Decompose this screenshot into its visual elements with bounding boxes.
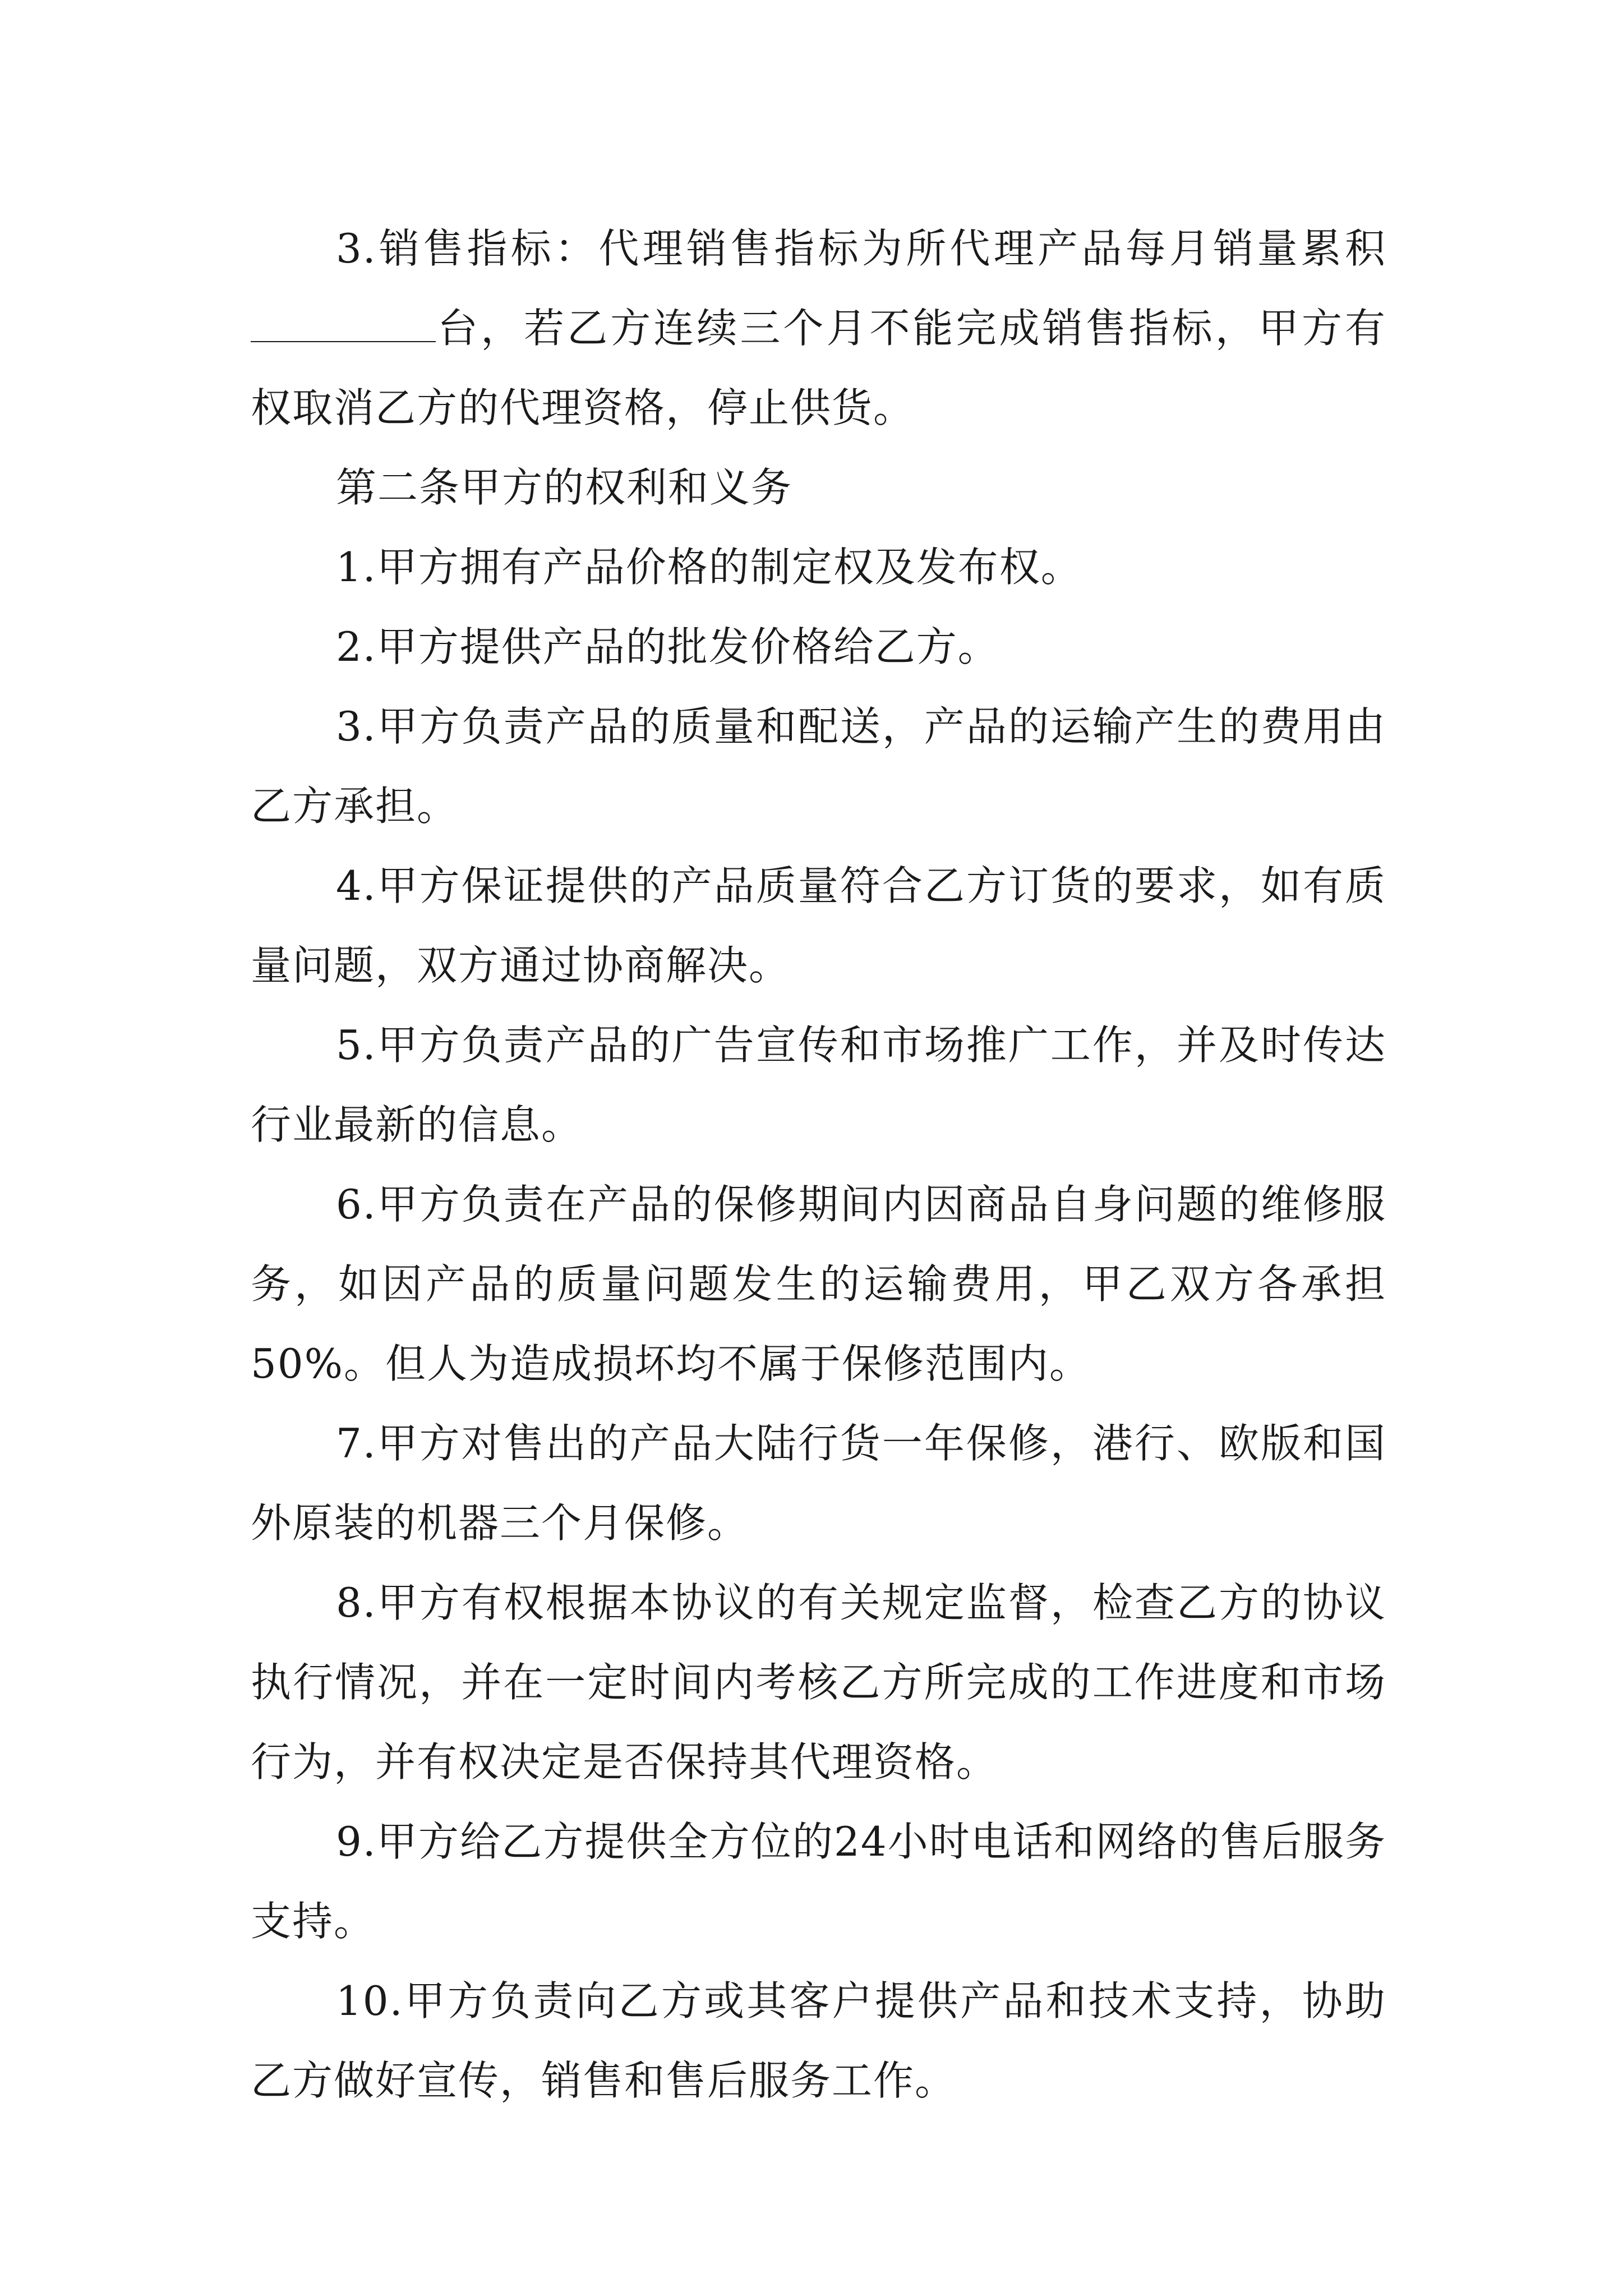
clause-item-1: 1.甲方拥有产品价格的制定权及发布权。 bbox=[336, 544, 1082, 591]
document-body bbox=[251, 209, 1386, 2120]
clause-item-2: 2.甲方提供产品的批发价格给乙方。 bbox=[336, 623, 999, 670]
fill-in-blank bbox=[251, 307, 436, 342]
clause-sales-target-text-start: 3.销售指标：代理销售指标为所代理产品每月销量累积 bbox=[336, 225, 1386, 272]
clause-sales-target bbox=[251, 209, 1386, 448]
clause-item-9: 9.甲方给乙方提供全方位的24小时电话和网络的售后服务支持。 bbox=[251, 1818, 1386, 1945]
clause-item-6: 6.甲方负责在产品的保修期间内因商品自身问题的维修服务，如因产品的质量问题发生的运输费用，甲乙双方各承担50%。但人为造成损坏均不属于保修范围内。 bbox=[251, 1181, 1386, 1387]
section-heading: 第二条甲方的权利和义务 bbox=[336, 464, 793, 511]
clause-item-4: 4.甲方保证提供的产品质量符合乙方订货的要求，如有质量问题，双方通过协商解决。 bbox=[251, 862, 1386, 989]
clause-item-7: 7.甲方对售出的产品大陆行货一年保修，港行、欧版和国外原装的机器三个月保修。 bbox=[251, 1420, 1386, 1547]
clause-item-3: 3.甲方负责产品的质量和配送，产品的运输产生的费用由乙方承担。 bbox=[251, 703, 1386, 830]
clause-item-8: 8.甲方有权根据本协议的有关规定监督，检查乙方的协议执行情况，并在一定时间内考核乙方所完成的工作进度和市场行为，并有权决定是否保持其代理资格。 bbox=[251, 1579, 1386, 1786]
clause-sales-target-text-end: 台，若乙方连续三个月不能完成销售指标，甲方有权取消乙方的代理资格，停止供货。 bbox=[251, 305, 1386, 431]
clause-item-5: 5.甲方负责产品的广告宣传和市场推广工作，并及时传达行业最新的信息。 bbox=[251, 1022, 1386, 1148]
clause-item-10: 10.甲方负责向乙方或其客户提供产品和技术支持，协助乙方做好宣传，销售和售后服务工作。 bbox=[251, 1977, 1386, 2104]
